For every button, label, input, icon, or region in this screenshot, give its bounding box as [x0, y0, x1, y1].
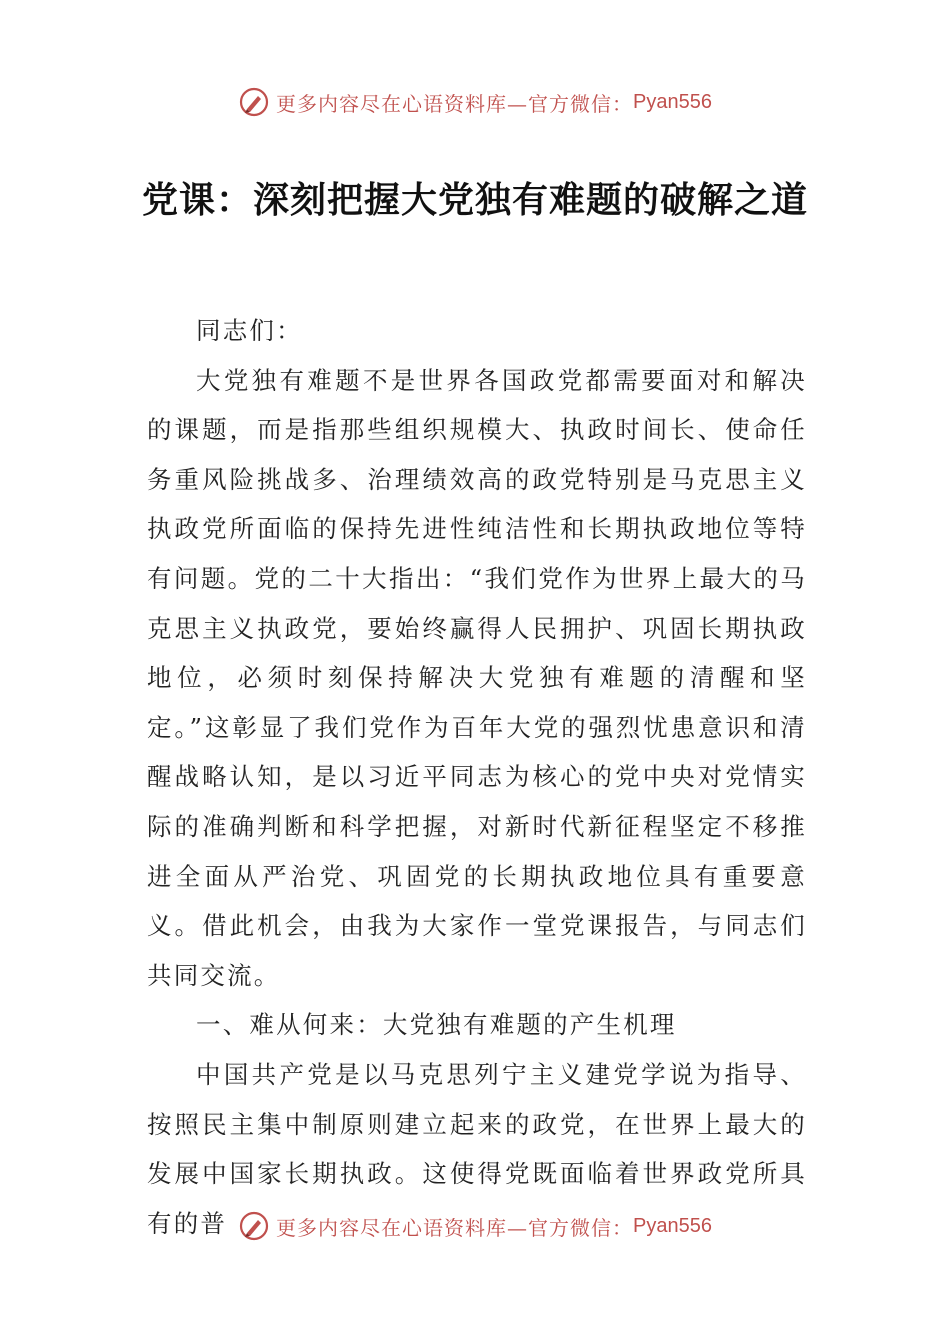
document-body — [147, 306, 807, 1248]
footer-banner — [0, 1206, 950, 1246]
header-banner-text: 更多内容尽在心语资料库—官方微信： — [276, 91, 634, 116]
salutation: 同志们： — [196, 316, 303, 345]
header-banner-handle: Pyan556 — [633, 90, 712, 113]
header-banner — [0, 82, 950, 122]
paragraph-section-1: 中国共产党是以马克思列宁主义建党学说为指导、按照民主集中制原则建立起来的政党，在世界上最大的发展中国家长期执政。这使得党既面临着世界政党所具有的普 — [147, 1059, 807, 1238]
footer-banner-text: 更多内容尽在心语资料库—官方微信： — [276, 1215, 634, 1240]
document-title: 党课：深刻把握大党独有难题的破解之道 — [141, 180, 808, 221]
pen-logo-icon — [238, 86, 270, 118]
pen-logo-icon — [238, 1210, 270, 1242]
paragraph-intro: 大党独有难题不是世界各国政党都需要面对和解决的课题，而是指那些组织规模大、执政时间长、使命任务重风险挑战多、治理绩效高的政党特别是马克思主义执政党所面临的保持先进性纯洁性和长期执政地位等特有问题。党的二十大指出：“我们党作为世界上最大的马克思主义执政党，要始终赢得人民拥护、巩固长期执政地位，必须时刻保持解决大党独有难题的清醒和坚定。”这彰显了我们党作为百年大党的强烈忧患意识和清醒战略认知，是以习近平同志为核心的党中央对党情实际的准确判断和科学把握，对新时代新征程坚定不移推进全面从严治党、巩固党的长期执政地位具有重要意义。借此机会，由我为大家作一堂党课报告，与同志们共同交流。 — [147, 365, 807, 990]
footer-banner-handle: Pyan556 — [633, 1214, 712, 1237]
section-heading: 一、难从何来：大党独有难题的产生机理 — [196, 1010, 677, 1040]
